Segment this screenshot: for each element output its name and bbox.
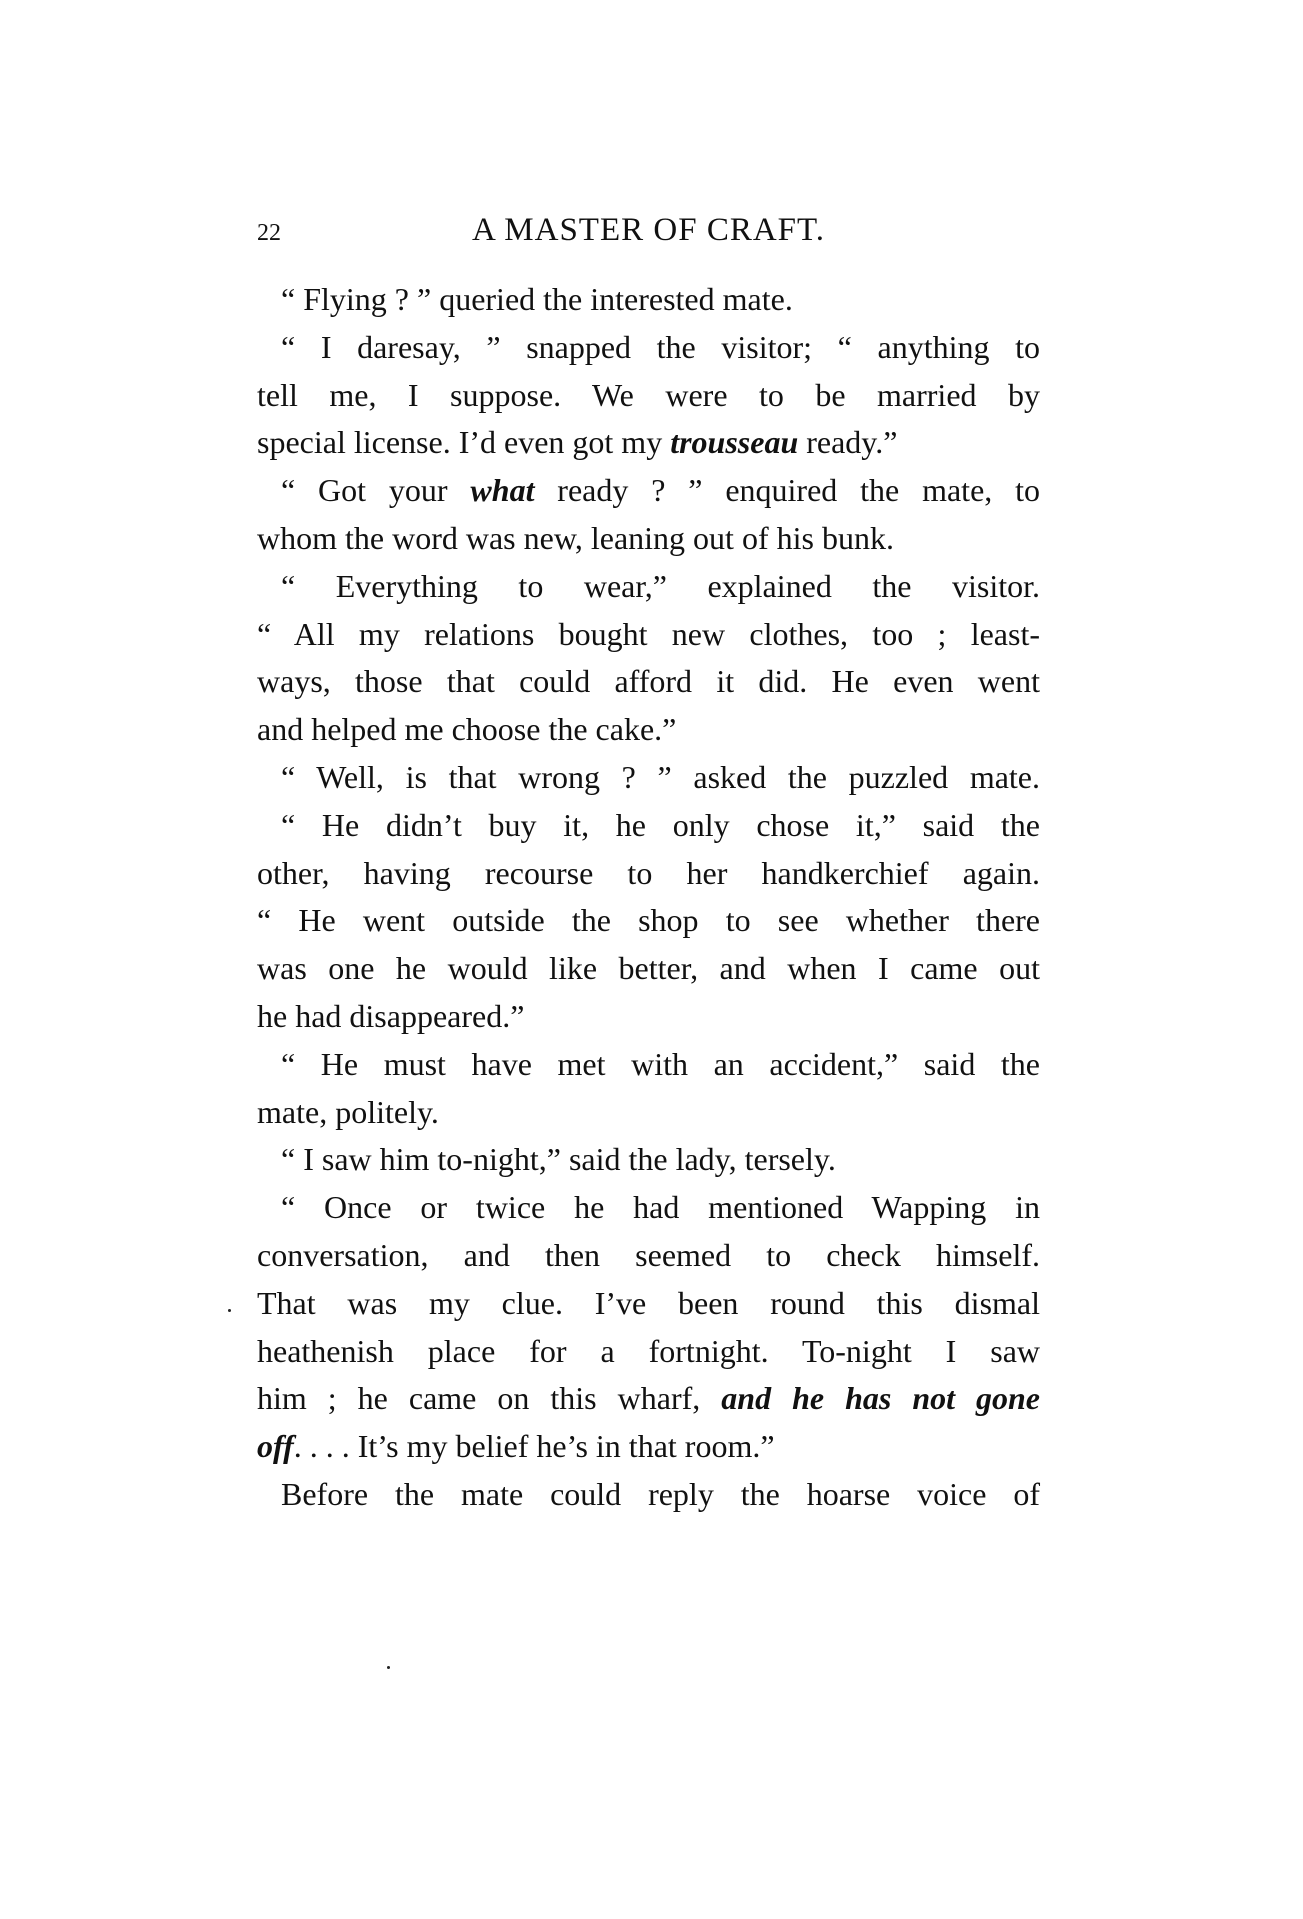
- text-segment: ready ? ” enquired the mate, to: [534, 472, 1041, 509]
- text-segment: “ Well, is that wrong ? ” asked the puzzled mate.: [281, 758, 1040, 795]
- text-line: [257, 1423, 1040, 1471]
- italic-text: what: [470, 472, 535, 509]
- italic-text: off: [257, 1428, 294, 1465]
- text-line: [257, 419, 1040, 467]
- text-segment: mate, politely.: [257, 1093, 439, 1130]
- text-segment: whom the word was new, leaning out of his bunk.: [257, 519, 894, 556]
- text-line: [257, 897, 1040, 945]
- text-line: [257, 706, 1040, 754]
- text-segment: “ Once or twice he had mentioned Wapping in: [281, 1189, 1040, 1226]
- text-line: [257, 563, 1040, 611]
- text-segment: “ Got your: [281, 472, 471, 509]
- text-segment: “ He didn’t buy it, he only chose it,” said the: [281, 806, 1040, 843]
- text-segment: “ He must have met with an accident,” said the: [281, 1045, 1040, 1082]
- page-number: 22: [257, 220, 281, 246]
- scan-speck: [387, 1666, 390, 1669]
- text-line: [257, 945, 1040, 993]
- text-line: [257, 1328, 1040, 1376]
- text-line: [257, 467, 1040, 515]
- text-segment: Before the mate could reply the hoarse voice of: [281, 1475, 1040, 1512]
- page-body-text: [257, 276, 1040, 1519]
- italic-text: trousseau: [670, 424, 799, 461]
- text-segment: special license. I’d even got my: [257, 424, 671, 461]
- running-header: [257, 212, 1040, 260]
- text-segment: “ He went outside the shop to see whether there: [257, 902, 1040, 939]
- text-segment: conversation, and then seemed to check himself.: [257, 1236, 1040, 1273]
- text-segment: ways, those that could afford it did. He even went: [257, 663, 1040, 700]
- text-segment: was one he would like better, and when I came out: [257, 950, 1040, 987]
- text-line: [257, 1471, 1040, 1519]
- text-line: [257, 611, 1040, 659]
- text-line: [257, 1280, 1040, 1328]
- text-line: [257, 1136, 1040, 1184]
- text-segment: “ I saw him to-night,” said the lady, tersely.: [281, 1141, 836, 1178]
- text-segment: “ All my relations bought new clothes, too ; least-: [257, 615, 1040, 652]
- text-line: [257, 658, 1040, 706]
- scan-speck: [228, 1309, 231, 1312]
- text-segment: ready.”: [798, 424, 898, 461]
- text-segment: “ Everything to wear,” explained the visitor.: [281, 567, 1040, 604]
- text-segment: That was my clue. I’ve been round this dismal: [257, 1284, 1040, 1321]
- text-segment: he had disappeared.”: [257, 997, 525, 1034]
- text-line: [257, 754, 1040, 802]
- text-line: [257, 1232, 1040, 1280]
- text-segment: heathenish place for a fortnight. To-night I saw: [257, 1332, 1040, 1369]
- text-segment: him ; he came on this wharf,: [257, 1380, 722, 1417]
- text-segment: “ Flying ? ” queried the interested mate.: [281, 281, 793, 317]
- text-segment: other, having recourse to her handkerchief again.: [257, 854, 1040, 891]
- text-segment: “ I daresay, ” snapped the visitor; “ anything to: [281, 328, 1040, 365]
- text-line: [257, 1184, 1040, 1232]
- text-segment: tell me, I suppose. We were to be married by: [257, 376, 1040, 413]
- running-title: A MASTER OF CRAFT.: [472, 212, 825, 248]
- text-line: [257, 850, 1040, 898]
- text-line: [257, 324, 1040, 372]
- text-line: [257, 1375, 1040, 1423]
- text-line: [257, 1041, 1040, 1089]
- text-line: [257, 515, 1040, 563]
- text-line: [257, 993, 1040, 1041]
- text-line: [257, 276, 1040, 324]
- text-segment: . . . . It’s my belief he’s in that room.”: [293, 1428, 775, 1465]
- text-line: [257, 802, 1040, 850]
- text-line: [257, 372, 1040, 420]
- italic-text: and he has not gone: [721, 1380, 1041, 1417]
- text-segment: and helped me choose the cake.”: [257, 711, 677, 748]
- text-line: [257, 1089, 1040, 1137]
